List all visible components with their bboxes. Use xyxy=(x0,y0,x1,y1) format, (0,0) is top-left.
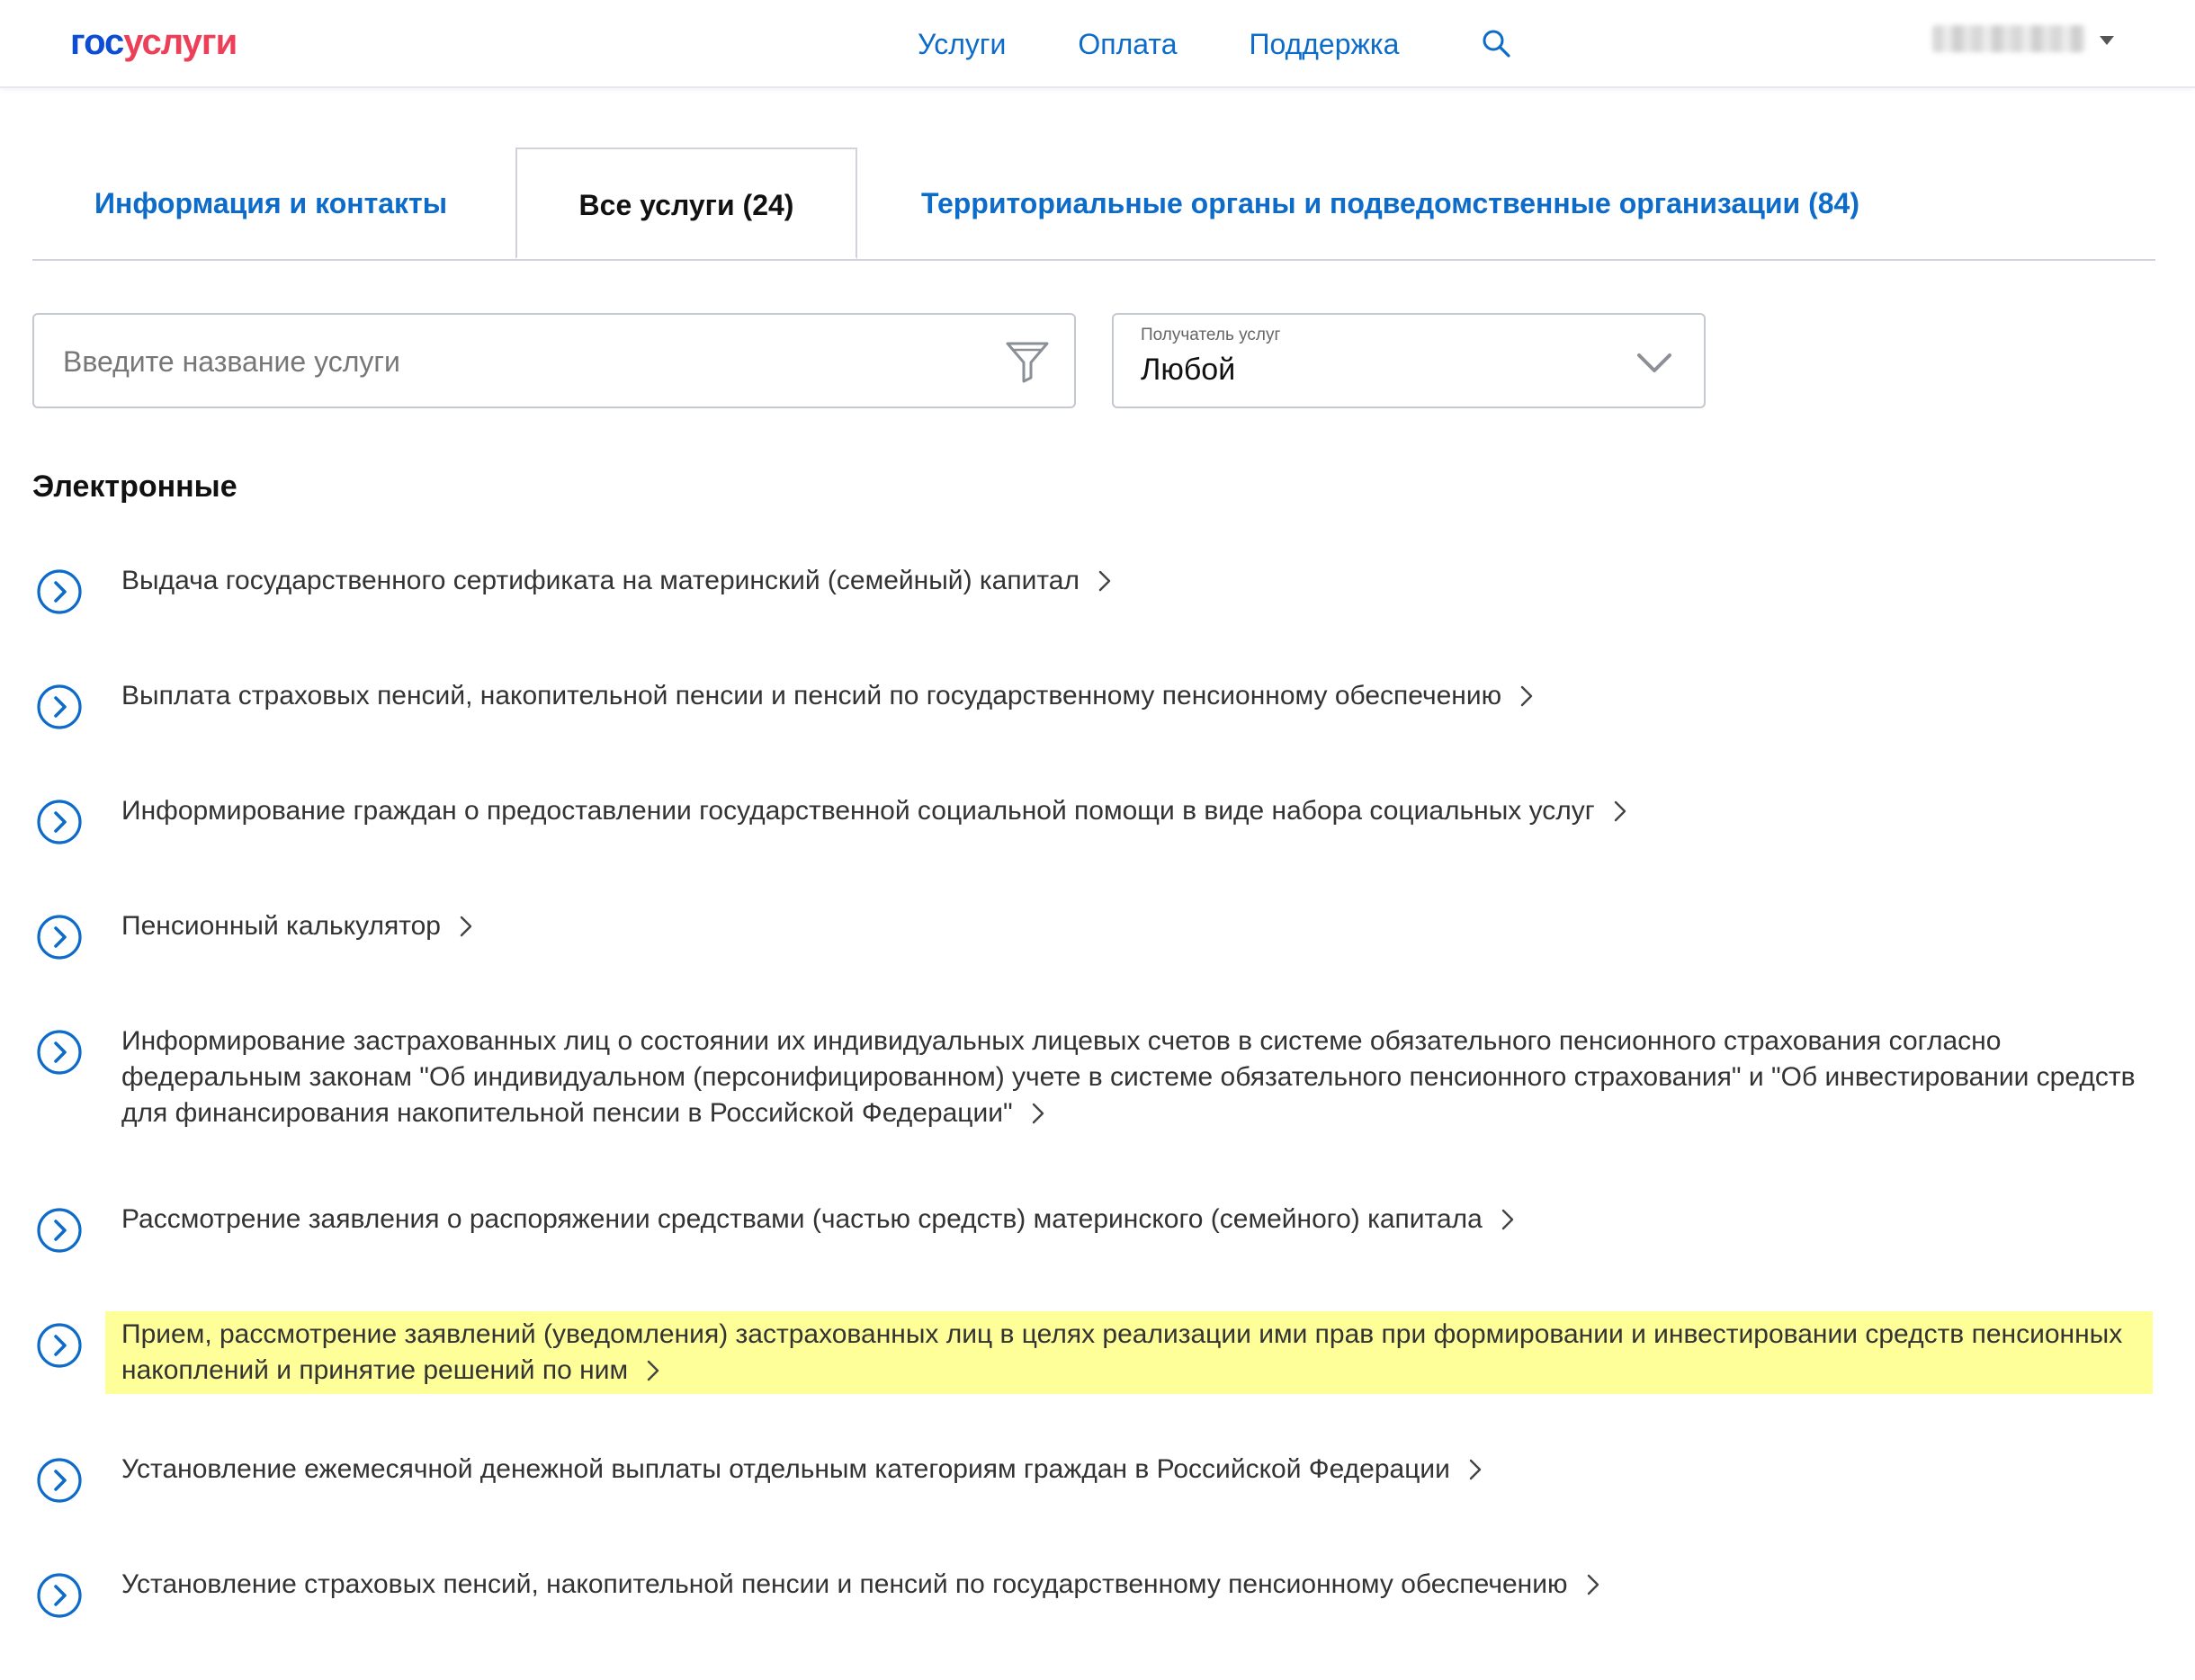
nav-services-link[interactable]: Услуги xyxy=(918,28,1007,60)
service-title: Пенсионный калькулятор xyxy=(121,911,441,941)
recipient-select-label: Получатель услуг xyxy=(1141,326,1281,344)
service-search-input[interactable] xyxy=(61,315,964,408)
chevron-right-icon xyxy=(1613,800,1627,823)
chevron-right-icon xyxy=(1501,1208,1515,1231)
chevron-circle-icon[interactable] xyxy=(36,568,83,615)
gosuslugi-logo[interactable] xyxy=(70,20,237,65)
service-item[interactable] xyxy=(32,1311,2155,1405)
service-link[interactable] xyxy=(105,678,2153,714)
logo-part-gos: гос xyxy=(70,22,124,62)
chevron-right-icon xyxy=(646,1359,660,1382)
service-item[interactable] xyxy=(32,1446,2155,1504)
service-item[interactable] xyxy=(32,1018,2155,1148)
nav-support-link[interactable]: Поддержка xyxy=(1249,28,1400,60)
logo-part-uslugi: услуги xyxy=(123,22,237,62)
service-item[interactable] xyxy=(32,788,2155,845)
tabs-bar xyxy=(32,147,2155,261)
service-title: Информирование граждан о предоставлении государственной социальной помощи в виде набора социальных услуг xyxy=(121,796,1595,826)
tab-territorial-bodies[interactable]: Территориальные органы и подведомственные организации (84) xyxy=(921,187,1859,219)
chevron-circle-icon[interactable] xyxy=(36,799,83,845)
filter-icon[interactable] xyxy=(1004,338,1051,385)
service-link[interactable] xyxy=(105,908,2153,944)
chevron-right-icon xyxy=(1519,684,1534,708)
chevron-circle-icon[interactable] xyxy=(36,914,83,961)
service-title: Установление страховых пенсий, накопительной пенсии и пенсий по государственному пенсионному обеспечению xyxy=(121,1569,1568,1599)
service-link[interactable] xyxy=(105,1023,2153,1131)
service-link[interactable] xyxy=(105,563,2153,599)
header xyxy=(0,0,2195,88)
service-item[interactable] xyxy=(32,673,2155,730)
service-link[interactable] xyxy=(105,1311,2153,1394)
service-link[interactable] xyxy=(105,1567,2153,1603)
chevron-circle-icon[interactable] xyxy=(36,1029,83,1076)
service-title: Выдача государственного сертификата на материнский (семейный) капитал xyxy=(121,566,1080,595)
service-title: Информирование застрахованных лиц о состоянии их индивидуальных лицевых счетов в системе обязательного пенсионного страхования согласно федеральным законам "Об индивидуальном (персонифицированном) учете в системе обязательного пенсионного страхования" и "Об инвестировании средств для финансирования накопительной пенсии в Российской Федерации" xyxy=(121,1026,2136,1128)
chevron-right-icon xyxy=(1468,1458,1483,1481)
section-title-electronic: Электронные xyxy=(32,469,237,504)
tab-info-contacts[interactable]: Информация и контакты xyxy=(94,187,448,219)
chevron-down-icon xyxy=(1635,347,1673,378)
service-link[interactable] xyxy=(105,793,2153,829)
user-menu[interactable] xyxy=(1932,22,2112,58)
chevron-circle-icon[interactable] xyxy=(36,684,83,730)
service-item[interactable] xyxy=(32,903,2155,961)
service-title: Выплата страховых пенсий, накопительной пенсии и пенсий по государственному пенсионному обеспечению xyxy=(121,681,1502,710)
chevron-right-icon xyxy=(1586,1573,1600,1596)
search-icon[interactable] xyxy=(1480,27,1512,59)
service-search-box xyxy=(32,313,1076,408)
service-title: Установление ежемесячной денежной выплаты отдельным категориям граждан в Российской Федерации xyxy=(121,1454,1450,1484)
chevron-circle-icon[interactable] xyxy=(36,1457,83,1504)
top-nav xyxy=(918,25,1471,63)
recipient-select-value: Любой xyxy=(1141,353,1236,387)
user-name-redacted xyxy=(1932,25,2085,52)
chevron-right-icon xyxy=(459,915,473,938)
chevron-circle-icon[interactable] xyxy=(36,1322,83,1369)
service-item[interactable] xyxy=(32,1561,2155,1619)
service-title: Рассмотрение заявления о распоряжении средствами (частью средств) материнского (семейного) капитала xyxy=(121,1204,1483,1234)
service-item[interactable] xyxy=(32,558,2155,615)
chevron-circle-icon[interactable] xyxy=(36,1207,83,1254)
service-link[interactable] xyxy=(105,1202,2153,1238)
service-link[interactable] xyxy=(105,1452,2153,1488)
service-title: Прием, рассмотрение заявлений (уведомления) застрахованных лиц в целях реализации ими прав при формировании и инвестировании средств пенсионных накоплений и принятие решений по ним xyxy=(121,1319,2123,1385)
chevron-right-icon xyxy=(1098,569,1112,593)
chevron-circle-icon[interactable] xyxy=(36,1572,83,1619)
chevron-right-icon xyxy=(1031,1102,1045,1125)
caret-down-icon xyxy=(2100,36,2114,45)
tab-all-services[interactable]: Все услуги (24) xyxy=(515,147,857,259)
service-item[interactable] xyxy=(32,1196,2155,1254)
recipient-select[interactable] xyxy=(1112,313,1706,408)
nav-payment-link[interactable]: Оплата xyxy=(1078,28,1178,60)
